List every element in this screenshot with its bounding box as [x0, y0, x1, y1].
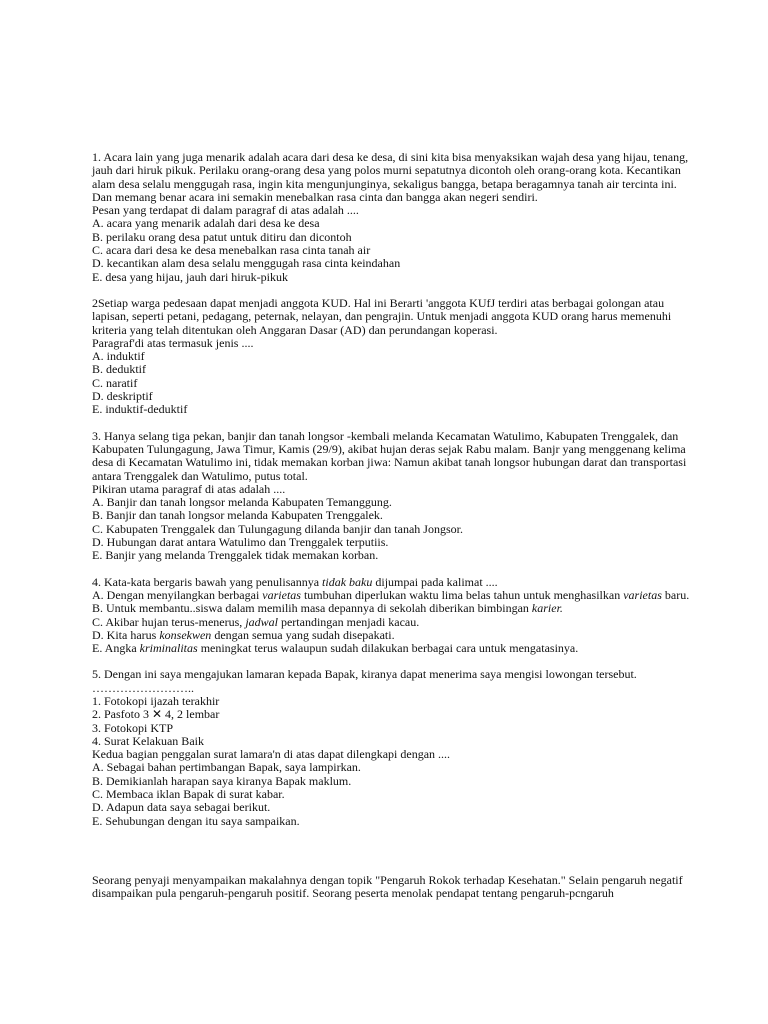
question-4-option-d-italic: konsekwen	[159, 627, 212, 642]
question-4-option-a	[92, 589, 692, 602]
question-4-option-b-italic: karier.	[531, 601, 563, 616]
question-1-paragraph: 1. Acara lain yang juga menarik adalah acara dari desa ke desa, di sini kita bisa menyaksikan wajah desa yang hijau, tenang, jauh dari hiruk pikuk. Perilaku orang-orang desa yang polos murni sepatutnya dicontoh oleh orang-orang kota. Kecantikan alam desa selalu menggugah rasa, ingin kita mengunjunginya, sekaligus bangga, betapa beragamnya tanah air tercinta ini. Dan memang benar acara ini semakin menebalkan rasa cinta dan bangga akan negeri sendiri.	[92, 150, 689, 204]
closing-passage	[92, 874, 692, 901]
question-5-option-e: E. Sehubungan dengan itu saya sampaikan.	[92, 813, 300, 828]
question-4-option-e	[92, 642, 692, 655]
question-1-option-c: C. acara dari desa ke desa menebalkan rasa cinta tanah air	[92, 243, 371, 258]
document-page	[92, 151, 692, 914]
closing-paragraph: Seorang penyaji menyampaikan makalahnya dengan topik "Pengaruh Rokok terhadap Kesehatan." Selain pengaruh negatif disampaikan pula pengaruh-pengaruh positif. Seorang peserta menolak pendapat tentang pengaruh-pcngaruh	[92, 872, 683, 901]
question-5-paragraph: 5. Dengan ini saya mengajukan lamaran kepada Bapak, kiranya dapat menerima saya mengisi lowongan tersebut.	[92, 667, 637, 682]
question-5-list-item-2: 2. Pasfoto 3 ✕ 4, 2 lembar	[92, 707, 220, 722]
question-2-paragraph-line2: lapisan, seperti petani, pedagang, peternak, nelayan, dan pengrajin. Untuk menjadi anggota KUD orang harus memenuhi kriteria yang telah ditentukan oleh Anggaran Dasar (AD) dan perundangan koperasi.	[92, 309, 672, 337]
question-3-prompt: Pikiran utama paragraf di atas adalah ....	[92, 481, 286, 496]
question-2-option-b: B. deduktif	[92, 362, 146, 377]
question-4	[92, 576, 692, 656]
question-2-option-c: C. naratif	[92, 375, 138, 390]
question-3	[92, 430, 692, 563]
question-1-option-b: B. perilaku orang desa patut untuk ditiru dan dicontoh	[92, 229, 352, 244]
question-3-option-d: D. Hubungan darat antara Watulimo dan Trenggalek terputiis.	[92, 535, 389, 550]
question-4-option-c	[92, 616, 692, 629]
question-4-option-a-italic-1: varietas	[262, 587, 301, 602]
question-4-prompt-italic: tidak baku	[322, 574, 373, 589]
question-2-option-e: E. induktif-deduktif	[92, 402, 188, 417]
question-1-option-d: D. kecantikan alam desa selalu menggugah rasa cinta keindahan	[92, 256, 401, 271]
question-4-option-e-text-2: meningkat terus walaupun sudah dilakukan berbagai cara untuk mengatasinya.	[197, 641, 579, 656]
question-5-prompt: Kedua bagian penggalan surat lamara'n di atas dapat dilengkapi dengan ....	[92, 747, 451, 762]
question-4-option-a-text: A. Dengan menyilangkan berbagai	[92, 587, 263, 602]
question-5-option-a: A. Sebagai bahan pertimbangan Bapak, saya lampirkan.	[92, 760, 361, 775]
question-4-option-a-text-2: tumbuhan diperlukan waktu lima belas tahun untuk menghasilkan	[300, 587, 624, 602]
question-5-dots: ……………………..	[92, 680, 194, 695]
question-3-option-a: A. Banjir dan tanah longsor melanda Kabupaten Temanggung.	[92, 495, 392, 510]
question-5-list-item-1: 1. Fotokopi ijazah terakhir	[92, 693, 220, 708]
question-4-option-a-italic-2: varietas	[623, 587, 662, 602]
question-4-prompt-text-end: dijumpai pada kalimat ....	[372, 574, 498, 589]
question-4-option-d	[92, 629, 692, 642]
question-4-prompt	[92, 576, 692, 589]
question-4-option-c-text-2: pertandingan menjadi kacau.	[277, 614, 420, 629]
spacer	[92, 841, 692, 874]
question-4-prompt-text: 4. Kata-kata bergaris bawah yang penulisannya	[92, 574, 323, 589]
question-4-option-b-text: B. Untuk membantu..siswa dalam memilih masa depannya di sekolah diberikan bimbingan	[92, 601, 532, 616]
question-1	[92, 151, 692, 284]
question-5	[92, 668, 692, 828]
question-4-option-c-text: C. Akibar hujan terus-menerus,	[92, 614, 246, 629]
question-5-option-c: C. Membaca iklan Bapak di surat kabar.	[92, 787, 285, 802]
question-4-option-c-italic: jadwal	[245, 614, 278, 629]
question-1-option-e: E. desa yang hijau, jauh dari hiruk-pikuk	[92, 269, 288, 284]
question-1-option-a: A. acara yang menarik adalah dari desa ke desa	[92, 216, 320, 231]
question-5-option-d: D. Adapun data saya sebagai berikut.	[92, 800, 271, 815]
question-3-paragraph: 3. Hanya selang tiga pekan, banjir dan tanah longsor -kembali melanda Kecamatan Watulimo, Kabupaten Trenggalek, dan Kabupaten Tulungagung, Jawa Timur, Kamis (29/9), akibat hujan deras sejak Rabu malam. Banjr yang menggenang kelima desa di Kecamatan Watulimo ini, tidak memakan korban jiwa: Namun akibat tanah longsor hubungan darat dan transportasi antara Trenggalek dan Watulimo, putus total.	[92, 428, 687, 483]
question-4-option-e-italic: kriminalitas	[139, 641, 198, 656]
question-5-option-b: B. Demikianlah harapan saya kiranya Bapak maklum.	[92, 773, 352, 788]
question-1-prompt: Pesan yang terdapat di dalam paragraf di atas adalah ....	[92, 203, 359, 218]
question-4-option-d-text-2: dengan semua yang sudah disepakati.	[211, 627, 395, 642]
question-5-list-item-3: 3. Fotokopi KTP	[92, 720, 174, 735]
question-3-option-e: E. Banjir yang melanda Trenggalek tidak memakan korban.	[92, 548, 379, 563]
question-2-option-d: D. deskriptif	[92, 389, 153, 404]
question-2-option-a: A. induktif	[92, 349, 145, 364]
question-2-paragraph-line1: 2Setiap warga pedesaan dapat menjadi anggota KUD. Hal ini Berarti 'anggota KUfJ terdiri atas berbagai golongan atau	[92, 295, 665, 310]
question-3-option-b: B. Banjir dan tanah longsor melanda Kabupaten Trenggalek.	[92, 508, 383, 523]
question-4-option-e-text: E. Angka	[92, 641, 140, 656]
question-4-option-a-text-3: baru.	[661, 587, 690, 602]
question-4-option-d-text: D. Kita harus	[92, 627, 160, 642]
question-3-option-c: C. Kabupaten Trenggalek dan Tulungagung dilanda banjir dan tanah Jongsor.	[92, 521, 463, 536]
question-4-option-b	[92, 602, 692, 615]
question-5-list-item-4: 4. Surat Kelakuan Baik	[92, 733, 204, 748]
question-2	[92, 297, 692, 417]
question-2-prompt: Paragraf'di atas termasuk jenis ....	[92, 335, 254, 350]
